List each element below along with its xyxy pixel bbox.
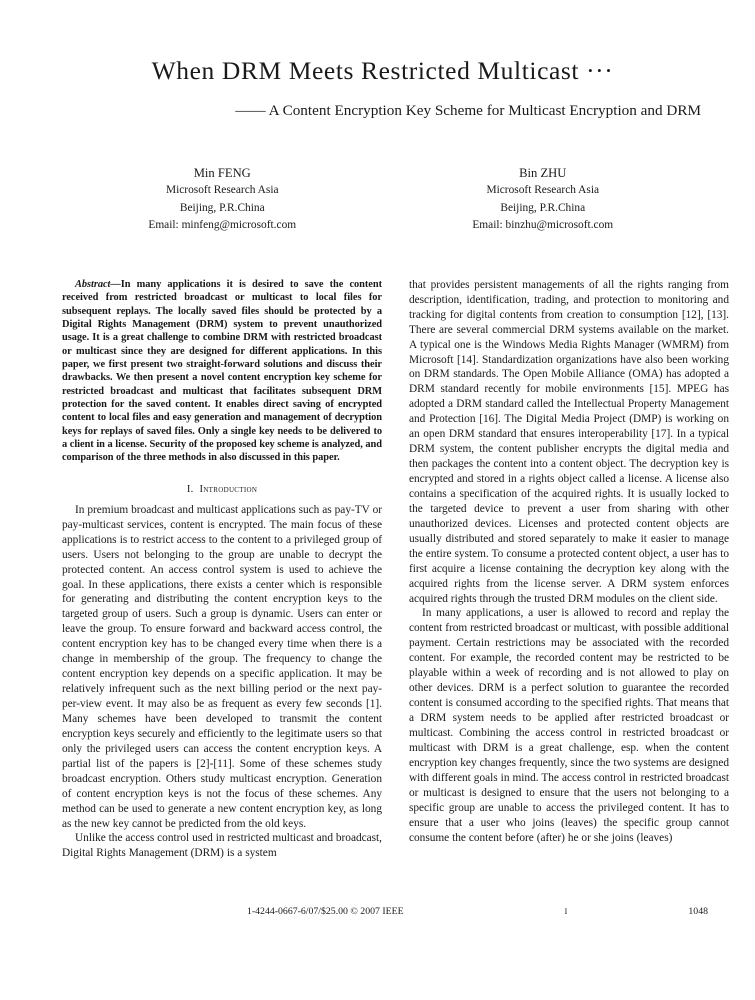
right-column [409,278,729,862]
author-block [62,164,383,234]
body-columns [0,278,755,862]
paragraph: In premium broadcast and multicast applications such as pay-TV or pay-multicast services, content is encrypted. The main focus of these applications is to restrict access to the content to a privileged group of users. Users not belonging to the group are unable to decrypt the protected content. An access control system is used to achieve the goal. In these applications, there exists a center which is responsible for generating and distributing the content encryption keys to the targeted group of users. Such a group is dynamic. Users can enter or leave the group. To ensure forward and backward access control, the content encryption key has to be changed every time when there is a change in membership of the group. The frequency to change the content encryption key depends on a specific application. It may be relatively infrequent such as the next billing period or the next pay-per-view event. It may also be as frequent as every few seconds [1]. Many schemes have been developed to transmit the content encryption keys securely and efficiently to the legitimate users so that only the privileged users can access the content encryption keys. A partial list of the papers is [2]-[11]. Some of these schemes study broadcast encryption. Others study multicast encryption. Generation of content encryption keys is not the focus of these schemes. Any method can be used to generate a new content encryption key, as long as the new key cannot be predicted from the old keys. [62,503,382,830]
section-number: I. [186,483,194,495]
author-email: Email: minfeng@microsoft.com [148,218,297,231]
paragraph: Unlike the access control used in restricted multicast and broadcast, Digital Rights Management (DRM) is a system [62,832,382,860]
footer-copyright: 1-4244-0667-6/07/$25.00 © 2007 IEEE [247,906,404,917]
abstract [62,278,382,465]
paragraph: that provides persistent managements of all the rights ranging from description, identification, trading, and protection to monitoring and tracking for digital contents from creation to consumption [12], [13]. There are several commercial DRM systems available on the market. A typical one is the Windows Media Rights Manager (WMRM) from Microsoft [14]. Standardization organizations have also been working on DRM standards. The Open Mobile Alliance (OMA) has adopted a DRM standard recently for mobile environments [15]. MPEG has adopted a DRM standard called the Intellectual Property Management and Protection [16]. The Digital Media Project (DMP) is working on an open DRM standard that ensures interoperability [17]. In a typical DRM system, the content publisher encrypts the digital media and then packages the content into a content object. The decryption key is encrypted and stored in a rights object called a license. A license also contains a specification of the acquired rights. It is usually locked to the targeted device to prevent a user from sharing with other unauthorized devices. Licenses and protected content objects are usually distributed and stored separately to make it easier to manage the entire system. To consume a protected content object, a user has to first acquire a license containing the decryption key along with the acquired rights from the license server. A DRM system enforces acquired rights through the trusted DRM modules on the client side. [409,278,729,605]
left-column [62,278,382,862]
section-title: Introduction [199,483,258,495]
footer-center-mark: I [564,907,568,916]
abstract-text: In many applications it is desired to save the content received from restricted broadcast or multicast to local files for subsequent replays. The locally saved files should be protected by a Digital Rights Management (DRM) system to prevent unauthorized usage. It is a great challenge to combine DRM with restricted broadcast or multicast since they are designed for different applications. In this paper, we first present two straight-forward solutions and discuss their drawbacks. We then present a novel content encryption key scheme for restricted broadcast and multicast that facilitates subsequent DRM protection for the saved content. It enables direct saving of encrypted content to local files and easy generation and management of decryption keys for replays of saved files. Only a single key needs to be delivered to a client in a license. Security of the proposed key scheme is analyzed, and comparison of the three methods in also discussed in this paper. [62,278,382,464]
author-affiliation: Microsoft Research Asia [486,184,600,197]
section-heading-introduction [62,484,382,495]
author-block [383,164,704,234]
author-list [0,164,755,234]
abstract-heading: Abstract— [75,278,121,290]
title-block [0,0,755,120]
author-affiliation: Microsoft Research Asia [165,184,279,197]
footer-page-number: 1048 [688,906,708,917]
author-name: Bin ZHU [519,165,567,180]
paragraph: In many applications, a user is allowed to record and replay the content from restricted broadcast or multicast, with possible additional payment. Certain restrictions may be associated with the recorded content. For example, the recorded content may be restricted to be playable within a week of recording and is not allowed to play on other devices. DRM is a perfect solution to guarantee the recorded content is consumed according to the specified rights. That means that a DRM system needs to be applied after restricted broadcast or multicast. Combining the access control in restricted broadcast or multicast with DRM is a great challenge, esp. when the content encryption key changes frequently, since the two systems are designed with different goals in mind. The access control in restricted broadcast or multicast is designed to ensure that the users not belonging to a specific group are unable to access the privileged content. It has to ensure that a user who joins (leaves) the specific group cannot consume the content before (after) he or she joins (leaves) [409,607,729,844]
page-subtitle: —— A Content Encryption Key Scheme for Multicast Encryption and DRM [235,101,701,119]
author-location: Beijing, P.R.China [179,201,265,214]
author-name: Min FENG [193,165,251,180]
page-footer [62,906,708,917]
author-email: Email: binzhu@microsoft.com [472,218,614,231]
author-location: Beijing, P.R.China [500,201,586,214]
page-title: When DRM Meets Restricted Multicast ··· [151,56,614,85]
